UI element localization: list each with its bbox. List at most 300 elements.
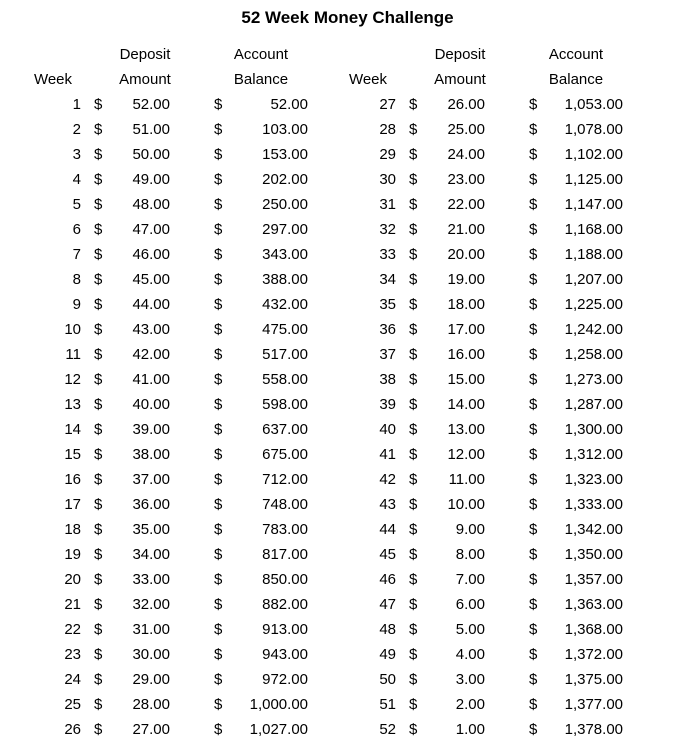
balance-cell	[206, 617, 316, 642]
dollar-sign: $	[94, 446, 103, 463]
balance-cell	[206, 392, 316, 417]
header-week-right: Week	[348, 71, 388, 88]
dollar-sign: $	[529, 321, 538, 338]
week-cell: 31	[379, 196, 396, 213]
dollar-sign: $	[409, 671, 418, 688]
deposit-cell	[399, 92, 495, 117]
deposit-cell-value: 3.00	[455, 671, 485, 688]
deposit-cell-value: 32.00	[132, 596, 170, 613]
deposit-cell-value: 40.00	[132, 396, 170, 413]
balance-cell	[206, 292, 316, 317]
balance-cell	[521, 142, 631, 167]
dollar-sign: $	[529, 571, 538, 588]
dollar-sign: $	[94, 396, 103, 413]
deposit-cell-value: 35.00	[132, 521, 170, 538]
dollar-sign: $	[214, 246, 223, 263]
week-cell: 44	[379, 521, 396, 538]
balance-cell-value: 1,342.00	[564, 521, 623, 538]
week-cell: 24	[64, 671, 81, 688]
dollar-sign: $	[94, 646, 103, 663]
deposit-cell	[84, 117, 180, 142]
dollar-sign: $	[94, 346, 103, 363]
deposit-cell-value: 9.00	[455, 521, 485, 538]
deposit-cell	[84, 342, 180, 367]
balance-cell	[206, 92, 316, 117]
balance-cell	[521, 192, 631, 217]
deposit-cell-value: 20.00	[447, 246, 485, 263]
balance-cell-value: 1,363.00	[564, 596, 623, 613]
week-cell: 11	[65, 346, 81, 363]
deposit-cell	[399, 442, 495, 467]
dollar-sign: $	[529, 546, 538, 563]
dollar-sign: $	[94, 471, 103, 488]
dollar-sign: $	[409, 246, 418, 263]
balance-cell	[521, 492, 631, 517]
dollar-sign: $	[409, 346, 418, 363]
deposit-cell-value: 48.00	[132, 196, 170, 213]
deposit-cell-value: 12.00	[447, 446, 485, 463]
dollar-sign: $	[529, 721, 538, 738]
balance-cell	[521, 642, 631, 667]
week-cell: 38	[379, 371, 396, 388]
deposit-cell	[84, 292, 180, 317]
dollar-sign: $	[409, 96, 418, 113]
deposit-cell-value: 45.00	[132, 271, 170, 288]
deposit-cell	[84, 467, 180, 492]
week-cell: 48	[379, 621, 396, 638]
deposit-cell-value: 16.00	[447, 346, 485, 363]
week-cell: 36	[379, 321, 396, 338]
dollar-sign: $	[409, 446, 418, 463]
balance-cell-value: 1,000.00	[249, 696, 308, 713]
deposit-cell	[399, 392, 495, 417]
deposit-cell-value: 1.00	[455, 721, 485, 738]
balance-cell-value: 598.00	[262, 396, 308, 413]
deposit-cell-value: 31.00	[132, 621, 170, 638]
balance-cell	[206, 567, 316, 592]
page-title: 52 Week Money Challenge	[241, 8, 454, 27]
week-cell: 23	[64, 646, 81, 663]
week-cell: 3	[72, 146, 81, 163]
week-cell: 19	[64, 546, 81, 563]
balance-cell	[206, 642, 316, 667]
dollar-sign: $	[409, 146, 418, 163]
dollar-sign: $	[214, 271, 223, 288]
deposit-cell-value: 15.00	[447, 371, 485, 388]
week-cell: 39	[379, 396, 396, 413]
balance-cell-value: 943.00	[262, 646, 308, 663]
header-amount-left: Amount	[119, 71, 171, 88]
balance-cell	[521, 242, 631, 267]
week-cell: 26	[64, 721, 81, 738]
balance-cell-value: 1,375.00	[564, 671, 623, 688]
dollar-sign: $	[214, 696, 223, 713]
week-cell: 40	[379, 421, 396, 438]
deposit-cell	[399, 567, 495, 592]
deposit-cell-value: 30.00	[132, 646, 170, 663]
week-cell: 35	[379, 296, 396, 313]
deposit-cell-value: 50.00	[132, 146, 170, 163]
deposit-cell-value: 44.00	[132, 296, 170, 313]
dollar-sign: $	[529, 196, 538, 213]
dollar-sign: $	[409, 421, 418, 438]
week-cell: 49	[379, 646, 396, 663]
balance-cell-value: 343.00	[262, 246, 308, 263]
week-cell: 43	[379, 496, 396, 513]
deposit-cell-value: 10.00	[447, 496, 485, 513]
week-cell: 29	[379, 146, 396, 163]
dollar-sign: $	[529, 271, 538, 288]
dollar-sign: $	[94, 121, 103, 138]
dollar-sign: $	[214, 621, 223, 638]
deposit-cell-value: 13.00	[447, 421, 485, 438]
deposit-cell-value: 24.00	[447, 146, 485, 163]
dollar-sign: $	[94, 96, 103, 113]
deposit-cell	[399, 142, 495, 167]
balance-cell	[521, 617, 631, 642]
dollar-sign: $	[94, 546, 103, 563]
deposit-cell-value: 25.00	[447, 121, 485, 138]
deposit-cell-value: 26.00	[447, 96, 485, 113]
dollar-sign: $	[214, 721, 223, 738]
dollar-sign: $	[214, 96, 223, 113]
deposit-cell-value: 8.00	[455, 546, 485, 563]
balance-cell	[206, 192, 316, 217]
deposit-cell-value: 4.00	[455, 646, 485, 663]
deposit-cell-value: 27.00	[132, 721, 170, 738]
sheet-grid	[0, 42, 695, 742]
week-cell: 50	[379, 671, 396, 688]
deposit-cell	[399, 242, 495, 267]
dollar-sign: $	[529, 146, 538, 163]
dollar-sign: $	[409, 521, 418, 538]
dollar-sign: $	[409, 496, 418, 513]
dollar-sign: $	[214, 321, 223, 338]
week-cell: 51	[379, 696, 396, 713]
deposit-cell-value: 17.00	[447, 321, 485, 338]
balance-cell-value: 1,242.00	[564, 321, 623, 338]
balance-cell	[521, 292, 631, 317]
deposit-cell	[399, 542, 495, 567]
dollar-sign: $	[529, 246, 538, 263]
dollar-sign: $	[409, 721, 418, 738]
balance-cell	[206, 692, 316, 717]
week-cell: 41	[379, 446, 396, 463]
week-cell: 47	[379, 596, 396, 613]
deposit-cell	[399, 417, 495, 442]
balance-cell	[521, 667, 631, 692]
dollar-sign: $	[529, 296, 538, 313]
deposit-cell-value: 52.00	[132, 96, 170, 113]
week-cell: 42	[379, 471, 396, 488]
dollar-sign: $	[529, 521, 538, 538]
deposit-cell	[399, 217, 495, 242]
balance-cell	[521, 392, 631, 417]
deposit-cell-value: 34.00	[132, 546, 170, 563]
balance-cell	[206, 342, 316, 367]
dollar-sign: $	[214, 596, 223, 613]
dollar-sign: $	[529, 471, 538, 488]
dollar-sign: $	[409, 221, 418, 238]
week-cell: 32	[379, 221, 396, 238]
balance-cell-value: 1,125.00	[564, 171, 623, 188]
deposit-cell-value: 11.00	[448, 471, 485, 488]
week-cell: 10	[64, 321, 81, 338]
balance-cell-value: 250.00	[262, 196, 308, 213]
balance-cell-value: 1,273.00	[564, 371, 623, 388]
deposit-cell-value: 14.00	[447, 396, 485, 413]
week-cell: 30	[379, 171, 396, 188]
balance-cell-value: 1,027.00	[249, 721, 308, 738]
balance-cell-value: 1,168.00	[564, 221, 623, 238]
deposit-cell	[399, 292, 495, 317]
balance-cell	[521, 92, 631, 117]
week-cell: 25	[64, 696, 81, 713]
dollar-sign: $	[409, 471, 418, 488]
dollar-sign: $	[214, 521, 223, 538]
deposit-cell	[84, 217, 180, 242]
deposit-cell-value: 19.00	[447, 271, 485, 288]
deposit-cell-value: 23.00	[447, 171, 485, 188]
balance-cell	[206, 142, 316, 167]
dollar-sign: $	[214, 496, 223, 513]
dollar-sign: $	[529, 221, 538, 238]
deposit-cell	[399, 367, 495, 392]
deposit-cell	[399, 517, 495, 542]
dollar-sign: $	[409, 371, 418, 388]
deposit-cell-value: 28.00	[132, 696, 170, 713]
deposit-cell-value: 29.00	[132, 671, 170, 688]
balance-cell	[206, 517, 316, 542]
balance-cell	[206, 592, 316, 617]
balance-cell-value: 1,102.00	[564, 146, 623, 163]
balance-cell-value: 475.00	[262, 321, 308, 338]
deposit-cell	[84, 167, 180, 192]
week-cell: 15	[64, 446, 81, 463]
balance-cell	[206, 242, 316, 267]
dollar-sign: $	[409, 696, 418, 713]
dollar-sign: $	[94, 321, 103, 338]
balance-cell-value: 1,147.00	[564, 196, 623, 213]
balance-cell	[206, 317, 316, 342]
deposit-cell-value: 5.00	[455, 621, 485, 638]
dollar-sign: $	[529, 596, 538, 613]
dollar-sign: $	[529, 96, 538, 113]
dollar-sign: $	[94, 196, 103, 213]
dollar-sign: $	[409, 171, 418, 188]
balance-cell	[206, 442, 316, 467]
dollar-sign: $	[409, 546, 418, 563]
dollar-sign: $	[214, 296, 223, 313]
dollar-sign: $	[214, 471, 223, 488]
balance-cell-value: 1,188.00	[564, 246, 623, 263]
week-cell: 34	[379, 271, 396, 288]
dollar-sign: $	[529, 121, 538, 138]
balance-cell-value: 1,368.00	[564, 621, 623, 638]
dollar-sign: $	[94, 696, 103, 713]
balance-cell	[206, 492, 316, 517]
deposit-cell	[84, 242, 180, 267]
deposit-cell-value: 37.00	[132, 471, 170, 488]
balance-cell-value: 972.00	[262, 671, 308, 688]
deposit-cell-value: 18.00	[447, 296, 485, 313]
balance-cell	[521, 567, 631, 592]
balance-cell-value: 1,225.00	[564, 296, 623, 313]
balance-cell-value: 817.00	[262, 546, 308, 563]
week-cell: 12	[64, 371, 81, 388]
deposit-cell	[399, 692, 495, 717]
balance-cell	[521, 592, 631, 617]
balance-cell-value: 517.00	[262, 346, 308, 363]
balance-cell	[521, 442, 631, 467]
deposit-cell	[84, 692, 180, 717]
dollar-sign: $	[94, 596, 103, 613]
week-cell: 2	[72, 121, 81, 138]
dollar-sign: $	[409, 271, 418, 288]
deposit-cell	[399, 717, 495, 742]
balance-cell	[521, 217, 631, 242]
balance-cell	[206, 417, 316, 442]
dollar-sign: $	[529, 421, 538, 438]
dollar-sign: $	[214, 346, 223, 363]
balance-cell-value: 1,323.00	[564, 471, 623, 488]
balance-cell	[206, 467, 316, 492]
dollar-sign: $	[94, 621, 103, 638]
balance-cell	[521, 717, 631, 742]
balance-cell	[521, 342, 631, 367]
balance-cell	[521, 542, 631, 567]
week-cell: 46	[379, 571, 396, 588]
dollar-sign: $	[94, 721, 103, 738]
balance-cell-value: 388.00	[262, 271, 308, 288]
deposit-cell	[399, 317, 495, 342]
balance-cell	[206, 667, 316, 692]
deposit-cell	[84, 517, 180, 542]
balance-cell	[521, 117, 631, 142]
balance-cell-value: 153.00	[262, 146, 308, 163]
dollar-sign: $	[409, 321, 418, 338]
deposit-cell	[84, 267, 180, 292]
deposit-cell	[84, 667, 180, 692]
week-cell: 13	[64, 396, 81, 413]
dollar-sign: $	[409, 396, 418, 413]
balance-cell	[521, 167, 631, 192]
dollar-sign: $	[94, 296, 103, 313]
deposit-cell-value: 33.00	[132, 571, 170, 588]
dollar-sign: $	[94, 221, 103, 238]
balance-cell	[521, 317, 631, 342]
week-cell: 17	[64, 496, 81, 513]
deposit-cell	[399, 117, 495, 142]
deposit-cell	[84, 442, 180, 467]
deposit-cell	[399, 592, 495, 617]
dollar-sign: $	[409, 296, 418, 313]
dollar-sign: $	[529, 496, 538, 513]
balance-cell-value: 1,258.00	[564, 346, 623, 363]
deposit-cell	[84, 492, 180, 517]
dollar-sign: $	[214, 121, 223, 138]
balance-cell-value: 882.00	[262, 596, 308, 613]
dollar-sign: $	[94, 571, 103, 588]
dollar-sign: $	[214, 646, 223, 663]
deposit-cell	[399, 267, 495, 292]
deposit-cell	[399, 617, 495, 642]
balance-cell-value: 1,300.00	[564, 421, 623, 438]
deposit-cell-value: 36.00	[132, 496, 170, 513]
dollar-sign: $	[409, 621, 418, 638]
dollar-sign: $	[214, 446, 223, 463]
balance-cell-value: 1,078.00	[564, 121, 623, 138]
deposit-cell	[84, 542, 180, 567]
balance-cell-value: 1,378.00	[564, 721, 623, 738]
balance-cell	[521, 417, 631, 442]
dollar-sign: $	[409, 596, 418, 613]
dollar-sign: $	[529, 671, 538, 688]
deposit-cell-value: 49.00	[132, 171, 170, 188]
deposit-cell	[84, 92, 180, 117]
deposit-cell-value: 43.00	[132, 321, 170, 338]
dollar-sign: $	[409, 196, 418, 213]
dollar-sign: $	[529, 621, 538, 638]
dollar-sign: $	[214, 396, 223, 413]
dollar-sign: $	[409, 646, 418, 663]
header-account-right: Account	[548, 46, 604, 63]
dollar-sign: $	[94, 246, 103, 263]
dollar-sign: $	[94, 671, 103, 688]
dollar-sign: $	[214, 171, 223, 188]
dollar-sign: $	[94, 146, 103, 163]
deposit-cell-value: 47.00	[132, 221, 170, 238]
dollar-sign: $	[529, 396, 538, 413]
balance-cell-value: 1,377.00	[564, 696, 623, 713]
balance-cell	[206, 117, 316, 142]
balance-cell-value: 1,350.00	[564, 546, 623, 563]
deposit-cell-value: 42.00	[132, 346, 170, 363]
dollar-sign: $	[409, 121, 418, 138]
week-cell: 9	[72, 296, 81, 313]
dollar-sign: $	[214, 671, 223, 688]
dollar-sign: $	[94, 171, 103, 188]
week-cell: 4	[72, 171, 81, 188]
balance-cell-value: 297.00	[262, 221, 308, 238]
deposit-cell-value: 21.00	[447, 221, 485, 238]
week-cell: 45	[379, 546, 396, 563]
deposit-cell	[84, 192, 180, 217]
week-cell: 16	[64, 471, 81, 488]
week-cell: 6	[72, 221, 81, 238]
balance-cell-value: 1,333.00	[564, 496, 623, 513]
deposit-cell	[84, 617, 180, 642]
dollar-sign: $	[529, 646, 538, 663]
balance-cell-value: 783.00	[262, 521, 308, 538]
dollar-sign: $	[94, 371, 103, 388]
balance-cell	[206, 717, 316, 742]
deposit-cell	[399, 467, 495, 492]
header-deposit-right: Deposit	[434, 46, 486, 63]
week-cell: 5	[72, 196, 81, 213]
header-balance-right: Balance	[548, 71, 604, 88]
deposit-cell	[399, 167, 495, 192]
balance-cell-value: 748.00	[262, 496, 308, 513]
deposit-cell	[84, 592, 180, 617]
deposit-cell	[84, 417, 180, 442]
deposit-cell-value: 39.00	[132, 421, 170, 438]
deposit-cell-value: 6.00	[455, 596, 485, 613]
deposit-cell-value: 51.00	[132, 121, 170, 138]
balance-cell	[521, 517, 631, 542]
week-cell: 52	[379, 721, 396, 738]
week-cell: 8	[72, 271, 81, 288]
